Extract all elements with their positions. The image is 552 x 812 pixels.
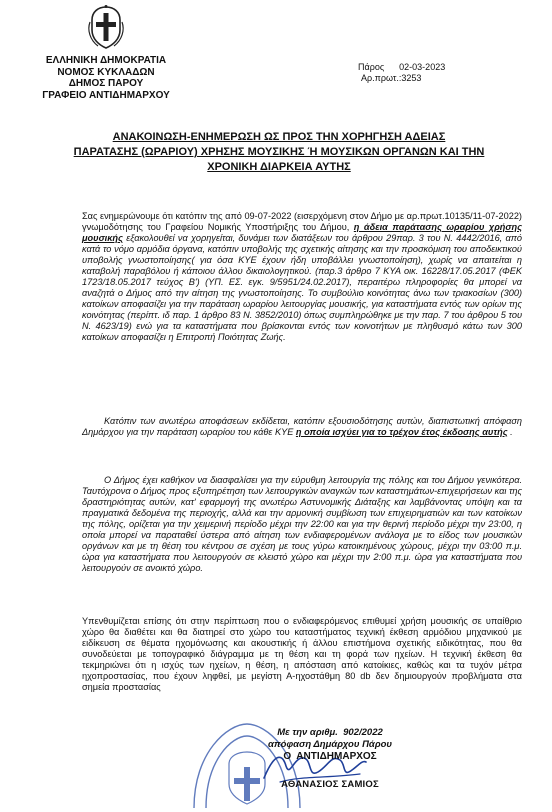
paragraph-mayor-decision [82, 416, 522, 438]
document-reference [358, 62, 445, 84]
issuer-line-municipality: ΔΗΜΟΣ ΠΑΡΟΥ [68, 78, 144, 89]
announcement-title [40, 130, 518, 175]
paragraph-mayor-decision-text: Κατόπιν των ανωτέρω αποφάσεων εκδίδεται, κατόπιν εξουσιοδότησης αυτών, διαπιστωτική απόφαση Δημάρχου για την παράταση ωραρίου του κάθε ΚΥΕ [82, 416, 522, 437]
paragraph-mayor-decision-end: . [507, 427, 513, 437]
title-line-3: ΧΡΟΝΙΚΗ ΔΙΑΡΚΕΙΑ ΑΥΤΗΣ [207, 161, 351, 173]
issuer-header [0, 55, 212, 101]
paragraph-technical-report [82, 616, 522, 693]
decision-line: απόφαση Δημάρχου Πάρου [267, 739, 392, 750]
issuer-line-prefecture: ΝΟΜΟΣ ΚΥΚΛΑΔΩΝ [57, 66, 155, 78]
paragraph-legal-basis-rest: εξακολουθεί να χορηγείται, δυνάμει των διατάξεων του άρθρου 29παρ. 3 του Ν. 4442/2016, από κατά το νόμο αρμόδια όργανα, κατόπιν υποβολής της σχετικής αίτησης και την προσκόμιση του αποδεικτικού υποβολής γνωστοποίησης( για όσα ΚΥΕ έχουν ήδη υποβάλλει γνωστοποίηση), χωρίς να απαιτείται η καταβολή παραβόλου ή κάποιου άλλου δικαιολογητικού. (παρ.3 άρθρο 7 ΚΥΑ οικ. 16228/17.05.2017 (ΦΕΚ 1723/18.05.2017 τεύχος Β') (ΥΠ. ΕΣ. εγκ. 9/5951/24.02.2017), περαιτέρω πληροφορίες θα μπορεί να αναζητά ο Δήμος από την αίτηση της γνωστοποίησης. Το συμβούλιο κοινότητας άνω των τριακοσίων (300) κατοίκων αποφασίζει για την παράταση ωραρίου λειτουργίας μουσικής, για καταστήματα εντός των ορίων της κοινότητας (περίπτ. ιδ παρ. 1 άρθρο 83 Ν. 3852/2010) όπως συμπληρώθηκε με την παρ. 7 του άρθρου 5 του Ν. 4623/19) ενώ για τα καταστήματα που βρίσκονται εντός των κοινοτήτων με πληθυσμό κάτω των 300 κατοίκων αποφασίζει η Επιτροπή Ποιότητας Ζωής. [82, 233, 522, 342]
signature-block [200, 727, 460, 791]
paragraph-operating-hours-text: Ο Δήμος έχει καθήκον να διασφαλίσει για την εύρυθμη λειτουργία της πόλης και του Δήμου γενικότερα. Ταυτόχρονα ο Δήμος προς εξυπηρέτηση των λειτουργικών αναγκών των καταστημάτων-επιχειρήσεων και της δραστηριότητας αυτών, κατ' εφαρμογή της ανωτέρω Αστυνομικής Διάταξης και λαμβάνοντας υπόψη και τα πραγματικά δεδομένα της περιοχής, αλλά και την αρμονική συμβίωση των επιχειρηματιών και των κατοίκων της πόλης, ορίζεται για την χειμερινή περίοδο μέχρι την 22:00 και για την θερινή περίοδο μέχρι την 23:00, η οποία μπορεί να παραταθεί ύστερα από αίτηση των ενδιαφερομένων ανάλογα με το είδος των μουσικών οργάνων και με τη θέση του κέντρου σε σχέση με τους γύρω κατοικημένους χώρους, μέχρι την 03:00 π.μ. ώρα για καταστήματα που λειτουργούν σε κλειστό χώρο και μέχρι την 2:00 π.μ. ώρα για καταστήματα που λειτουργούν σε ανοικτό χώρο. [82, 475, 522, 573]
protocol-number: Αρ.πρωτ.:3253 [361, 73, 422, 83]
paragraph-technical-report-text: Υπενθυμίζεται επίσης ότι στην περίπτωση που ο ενδιαφερόμενος επιθυμεί χρήση μουσικής σε υπαίθριο χώρο θα διαθέτει και θα διατηρεί στο χώρο του καταστήματος τεχνική έκθεση αρμόδιου μηχανικού με ειδίκευση σε θέματα ηχομόνωσης και ακουστικής ή άλλου επιστήμονα σχετικής ειδικότητας, που θα συνοδεύεται με τοπογραφικό διάγραμμα με τη θέση και τη φορά των ηχείων. Η τεχνική έκθεση θα τεκμηριώνει ότι η ισχύς των ηχείων, η θέση, η απόσταση από κατοίκιες, καθώς και τα τυχόν μέτρα ηχοπροστασίας, που έχουν ληφθεί, με μεγίστη Α-ηχοστάθμη 80 db δεν δημιουργούν προβλήματα στα σημεία προστασίας [82, 616, 522, 692]
place-date: Πάρος 02-03-2023 [358, 62, 446, 72]
paragraph-legal-basis [82, 211, 522, 343]
issuer-line-republic: ΕΛΛΗΝΙΚΗ ΔΗΜΟΚΡΑΤΙΑ [45, 55, 167, 66]
authorization-line: Με την αριθμ. 902/2022 [277, 727, 383, 738]
issuer-line-office: ΓΡΑΦΕΙΟ ΑΝΤΙΔΗΜΑΡΧΟΥ [42, 89, 170, 101]
validity-emphasis: η οποία ισχύει για το τρέχον έτος έκδοσης αυτής [295, 427, 508, 437]
title-line-2: ΠΑΡΑΤΑΣΗΣ (ΩΡΑΡΙΟΥ) ΧΡΗΣΗΣ ΜΟΥΣΙΚΗΣ Ή ΜΟΥΣΙΚΩΝ ΟΡΓΑΝΩΝ ΚΑΙ ΤΗΝ [73, 146, 485, 158]
paragraph-legal-basis-intro: Σας ενημερώνουμε ότι κατόπιν της από 09-07-2022 (εισερχόμενη στον Δήμο με αρ.πρωτ.10135/11-07-2022) γνωμοδότησης του Γραφείου Νομικής Υποστήριξης του Δήμου, [82, 211, 522, 232]
signatory-role: Ο ΑΝΤΙΔΗΜΑΡΧΟΣ [283, 751, 377, 762]
music-permit-emphasis: η άδεια παράτασης ωραρίου χρήσης μουσικής [82, 222, 522, 243]
greek-state-emblem-icon [86, 4, 126, 50]
signatory-name: ΑΘΑΝΑΣΙΟΣ ΣΑΜΙΟΣ [281, 779, 379, 790]
paragraph-operating-hours [82, 475, 522, 574]
title-line-1: ΑΝΑΚΟΙΝΩΣΗ-ΕΝΗΜΕΡΩΣΗ ΩΣ ΠΡΟΣ ΤΗΝ ΧΟΡΗΓΗΣΗ ΑΔΕΙΑΣ [112, 131, 446, 143]
